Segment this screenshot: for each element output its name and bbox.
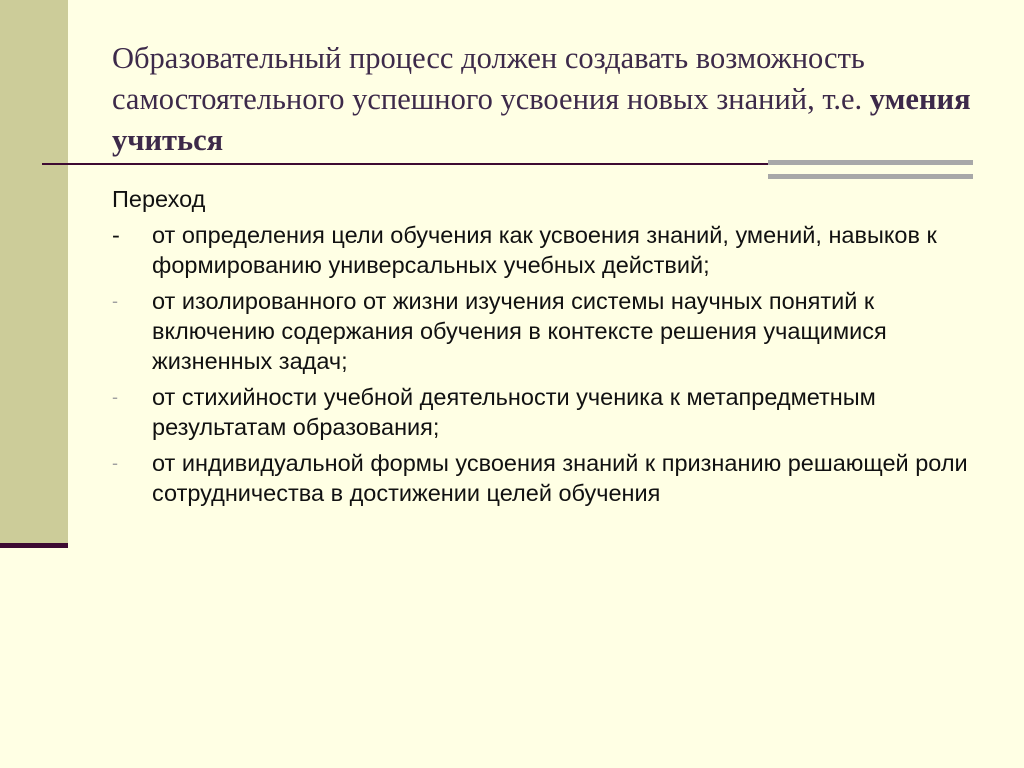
slide-title	[112, 38, 972, 161]
bullet-item	[112, 286, 972, 376]
bullet-item	[112, 382, 972, 442]
bullet-text: от стихийности учебной деятельности ученика к метапредметным результатам образования;	[152, 384, 876, 440]
bullet-text: от определения цели обучения как усвоения знаний, умений, навыков к формированию универсальных учебных действий;	[152, 222, 937, 278]
title-bold-text: умения учиться	[112, 82, 971, 157]
left-decorative-bar	[0, 0, 68, 545]
bullet-marker: -	[112, 387, 118, 407]
bullet-text: от индивидуальной формы усвоения знаний к признанию решающей роли сотрудничества в достижении целей обучения	[152, 450, 968, 506]
slide-body	[112, 184, 972, 514]
bullet-marker: -	[112, 291, 118, 311]
bullet-item	[112, 220, 972, 280]
bullet-text: от изолированного от жизни изучения системы научных понятий к включению содержания обучения в контексте решения учащимися жизненных задач;	[152, 288, 887, 374]
body-intro: Переход	[112, 186, 206, 212]
accent-bar-top	[768, 160, 973, 165]
title-normal-text: Образовательный процесс должен создавать возможность самостоятельного успешного усвоения новых знаний, т.е.	[112, 41, 865, 116]
bullet-item	[112, 448, 972, 508]
bullet-marker: -	[112, 453, 118, 473]
accent-bar-bottom	[768, 174, 973, 179]
bullet-marker: -	[112, 222, 120, 248]
left-bar-underline	[0, 543, 68, 548]
